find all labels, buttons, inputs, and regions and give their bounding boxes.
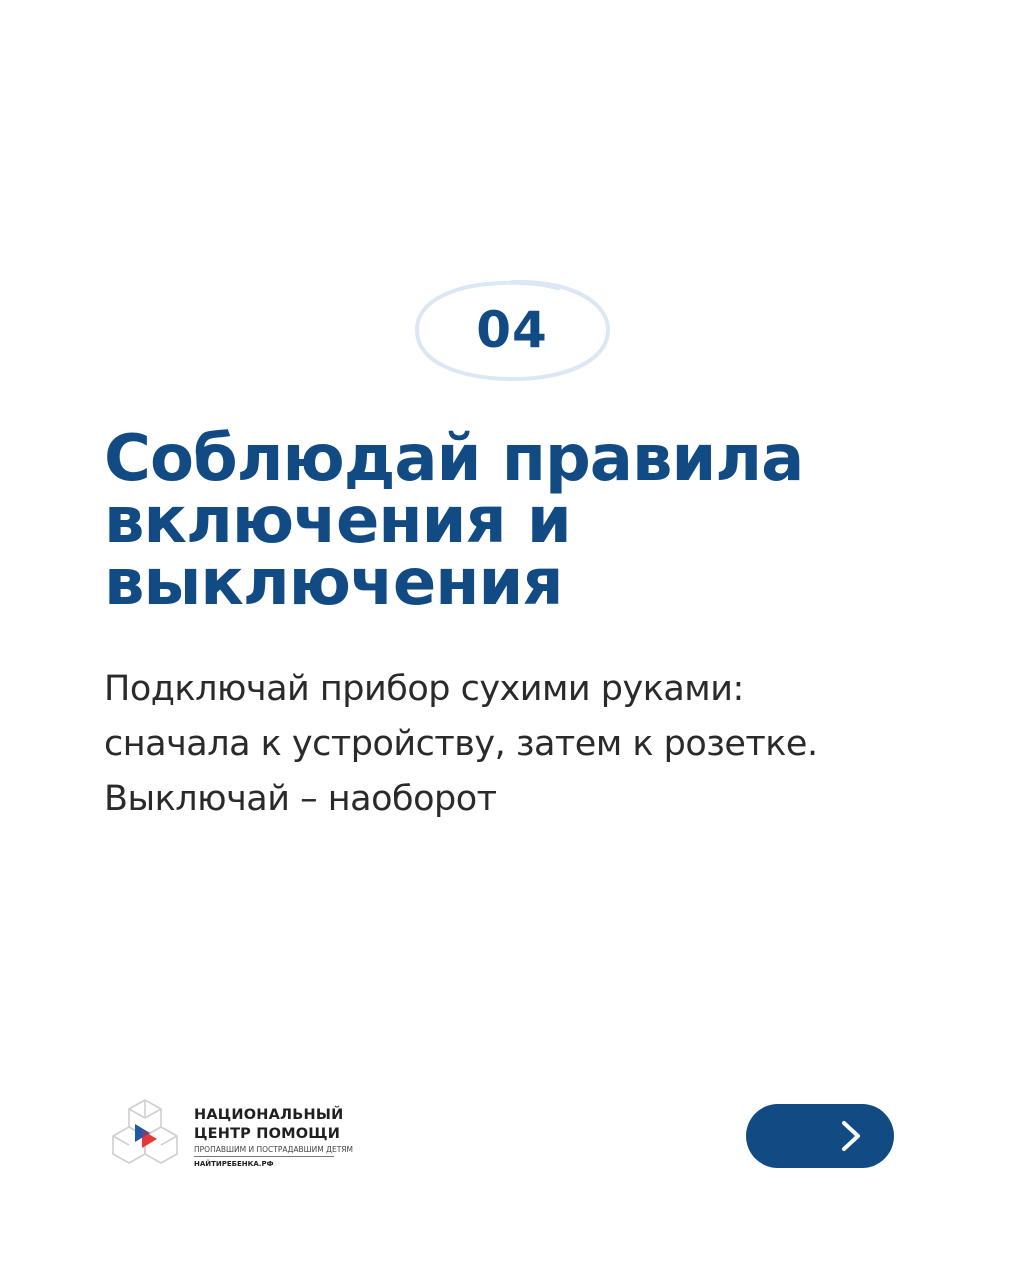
logo-subtitle: ПРОПАВШИМ И ПОСТРАДАВШИМ ДЕТЯМ	[194, 1145, 353, 1154]
instruction-line: сначала к устройству, затем к розетке.	[104, 724, 818, 764]
instruction-line: Подключай прибор сухими руками:	[104, 669, 744, 709]
organization-logo	[110, 1098, 353, 1178]
next-button[interactable]	[746, 1104, 894, 1168]
title-line: выключения	[104, 546, 563, 620]
instruction-line: Выключай – наоборот	[104, 779, 497, 819]
title-line: включения и	[104, 484, 571, 558]
logo-line: НАЦИОНАЛЬНЫЙ	[194, 1107, 344, 1123]
logo-text	[194, 1106, 353, 1169]
page-title	[104, 422, 924, 620]
title-line: Соблюдай правила	[104, 422, 804, 496]
step-badge	[412, 276, 612, 384]
step-number: 04	[476, 301, 548, 359]
chevron-right-icon	[836, 1120, 866, 1152]
logo-line: ЦЕНТР ПОМОЩИ	[194, 1126, 341, 1142]
logo-divider	[194, 1156, 334, 1157]
logo-website: НАЙТИРЕБЕНКА.РФ	[194, 1160, 274, 1168]
instruction-text	[104, 662, 964, 827]
hexagon-cubes-logo-icon	[110, 1098, 180, 1170]
